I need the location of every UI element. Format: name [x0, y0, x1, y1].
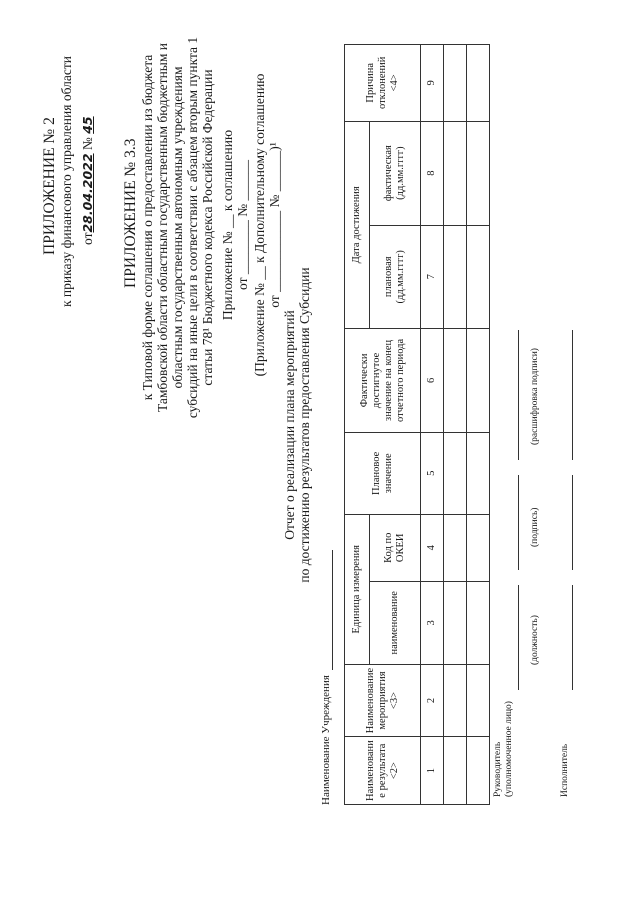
column-number: 8 [421, 121, 444, 225]
column-number: 1 [421, 737, 444, 805]
executor-decoding-line [572, 330, 573, 460]
supplement-reference [252, 65, 282, 385]
date-prefix: от [80, 232, 95, 245]
table-cell[interactable] [444, 737, 467, 805]
order-date-number [80, 116, 95, 245]
report-title-line: Отчет о реализации плана мероприятий [282, 310, 297, 540]
report-title-line: по достижению результатов предоставления Субсидии [297, 267, 312, 583]
appendix-3-3-title: ПРИЛОЖЕНИЕ № 3.3 [122, 138, 139, 288]
form-description [140, 30, 215, 425]
table-cell[interactable] [467, 225, 490, 328]
decoding-caption: (расшифровка подписи) [530, 348, 540, 445]
table-cell[interactable] [467, 581, 490, 664]
header-date: Дата достижения [345, 121, 370, 328]
header-date-plan: плановая (дд.мм.гггг) [370, 225, 421, 328]
table-cell[interactable] [467, 664, 490, 736]
column-number: 7 [421, 225, 444, 328]
table-cell[interactable] [444, 225, 467, 328]
table-cell[interactable] [444, 514, 467, 581]
table-cell[interactable] [467, 45, 490, 122]
table-cell[interactable] [467, 121, 490, 225]
order-reference: к приказу финансового управления области [59, 56, 74, 307]
form-line: областным государственным автономным учреждениям [170, 66, 185, 389]
header-unit: Единица измерения [345, 514, 370, 664]
column-number: 2 [421, 664, 444, 736]
header-unit-name: наименование [370, 581, 421, 664]
appendix-2-title: ПРИЛОЖЕНИЕ № 2 [41, 117, 58, 255]
column-number: 6 [421, 328, 444, 432]
form-line: статьи 78¹ Бюджетного кодекса Российской Федерации [200, 69, 215, 386]
column-number: 3 [421, 581, 444, 664]
table-cell[interactable] [467, 514, 490, 581]
signature-caption: (подпись) [530, 507, 540, 547]
head-sublabel: (уполномоченное лицо) [504, 701, 514, 797]
position-caption: (должность) [530, 615, 540, 665]
header-date-fact: фактическая (дд.мм.гггг) [370, 121, 421, 225]
table-header-row [345, 45, 370, 805]
agreement-line: от ________ № ______ [235, 160, 250, 290]
column-number-row [421, 45, 444, 805]
table-row [444, 45, 467, 805]
executor-signature-line [572, 475, 573, 570]
table-row [467, 45, 490, 805]
header-reason: Причина отклонений <4> [345, 45, 421, 122]
table-cell[interactable] [444, 121, 467, 225]
institution-underline [332, 550, 333, 670]
header-fact: Фактически достигнутое значение на конец отчетного периода [345, 328, 421, 432]
supplement-line: от ____________ № ______)¹ [267, 142, 282, 308]
institution-label: Наименование Учреждения [320, 675, 332, 805]
handwritten-date: 28.04.2022 [80, 153, 95, 233]
supplement-line: (Приложение № __ к Дополнительному соглашению [252, 73, 267, 377]
form-line: субсидий на иные цели в соответствии с абзацем вторым пункта 1 [185, 36, 200, 419]
table-cell[interactable] [467, 432, 490, 514]
column-number: 5 [421, 432, 444, 514]
decoding-line [518, 330, 519, 460]
column-number: 9 [421, 45, 444, 122]
head-label: Руководитель [493, 741, 503, 797]
table-cell[interactable] [444, 328, 467, 432]
number-prefix: № [80, 137, 95, 151]
table-cell[interactable] [444, 581, 467, 664]
table-cell[interactable] [467, 328, 490, 432]
header-event: Наименование мероприятия <3> [345, 664, 421, 736]
executor-label: Исполнитель [560, 743, 570, 797]
agreement-line: Приложение № __ к соглашению [220, 129, 235, 321]
column-number: 4 [421, 514, 444, 581]
signature-line [518, 475, 519, 570]
table-cell[interactable] [444, 432, 467, 514]
agreement-reference [220, 105, 250, 345]
executor-position-line [572, 585, 573, 690]
form-line: к Типовой форме соглашения о предоставлении из бюджета [140, 54, 155, 401]
header-unit-okei: Код по ОКЕИ [370, 514, 421, 581]
table-cell[interactable] [444, 664, 467, 736]
form-line: Тамбовской области областным государственным бюджетным и [155, 42, 170, 413]
header-result: Наименовани е результата <2> [345, 737, 421, 805]
handwritten-number: 45 [80, 116, 95, 134]
report-title [282, 245, 312, 605]
table-cell[interactable] [467, 737, 490, 805]
header-plan: Плановое значение [345, 432, 421, 514]
position-line [518, 585, 519, 690]
table-cell[interactable] [444, 45, 467, 122]
report-table [344, 44, 490, 805]
